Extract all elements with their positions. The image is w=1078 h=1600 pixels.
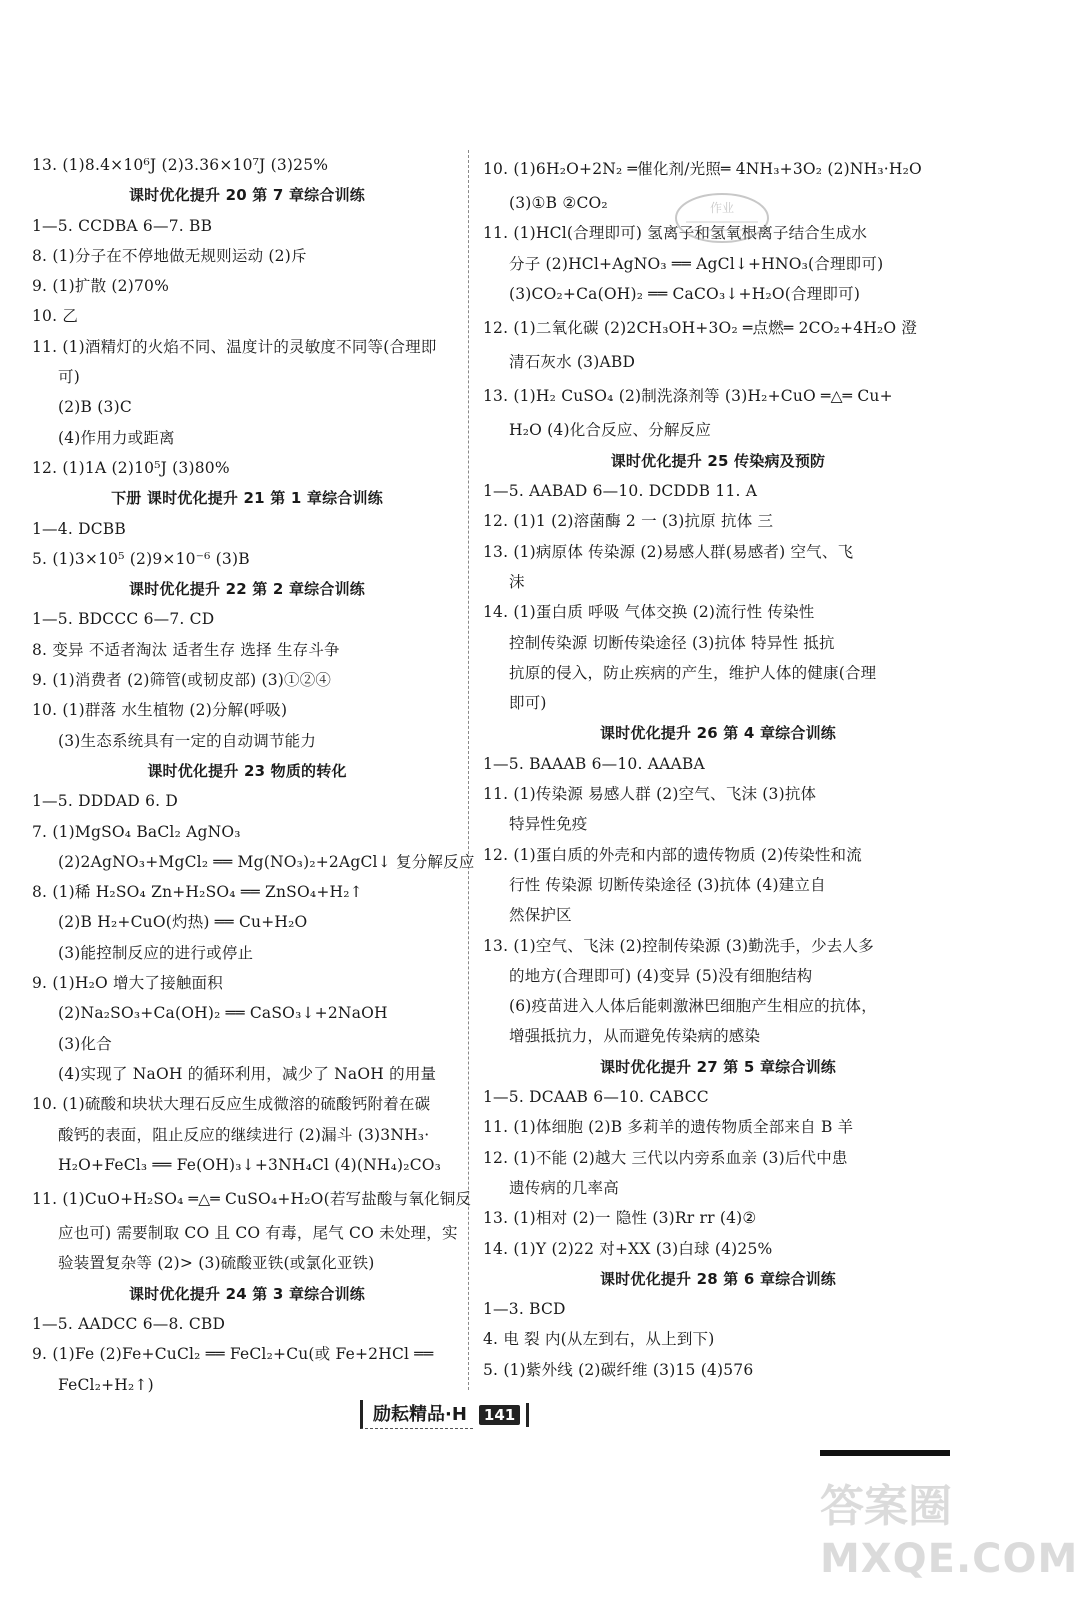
answer-line: (3)①B ②CO₂ [509,194,608,212]
watermark-url: MXQE.COM [820,1536,1078,1582]
watermark-logo-icon [820,1470,1078,1585]
answer-line: 11. (1)酒精灯的火焰不同、温度计的灵敏度不同等(合理即 [32,337,437,356]
answer-line: 10. 乙 [32,307,79,326]
answer-line: (2)2AgNO₃+MgCl₂ ══ Mg(NO₃)₂+2AgCl↓ 复分解反应 [58,852,475,871]
answer-line: 酸钙的表面，阻止反应的继续进行 (2)漏斗 (3)3NH₃· [58,1125,430,1144]
answer-line: 增强抵抗力，从而避免传染病的感染 [509,1027,761,1046]
answer-line: 5. (1)3×10⁵ (2)9×10⁻⁶ (3)B [32,549,250,568]
answer-line: 4. 电 裂 内(从左到右，从上到下) [483,1330,715,1349]
section-heading: 课时优化提升 28 第 6 章综合训练 [599,1269,836,1288]
answer-line: 1—5. DCAAB 6—10. CABCC [483,1088,709,1107]
section-heading: 课时优化提升 24 第 3 章综合训练 [128,1284,365,1303]
answer-line: 行性 传染源 切断传染途径 (3)抗体 (4)建立自 [509,875,826,894]
answer-line: 验装置复杂等 (2)> (3)硫酸亚铁(或氯化亚铁) [58,1254,375,1273]
answer-line: 1—5. BDCCC 6—7. CD [32,610,215,629]
footer-bar [526,1403,529,1427]
answer-line: 9. (1)Fe (2)Fe+CuCl₂ ══ FeCl₂+Cu(或 Fe+2HCl ══ [32,1345,434,1364]
answer-line: 9. (1)H₂O 增大了接触面积 [32,974,223,993]
answer-line: 1—5. BAAAB 6—10. AAABA [483,754,705,773]
answer-line: 7. (1)MgSO₄ BaCl₂ AgNO₃ [32,822,241,841]
answer-line: 14. (1)蛋白质 呼吸 气体交换 (2)流行性 传染性 [483,603,815,622]
answer-line: 1—3. BCD [483,1300,566,1319]
answer-line: 清石灰水 (3)ABD [509,353,636,372]
answer-line: 13. (1)8.4×10⁶J (2)3.36×10⁷J (3)25% [32,156,329,174]
answer-line: 11. (1)HCl(合理即可) 氢离子和氢氧根离子结合生成水 [483,224,868,243]
answer-line: 可) [58,368,80,387]
answer-line: 抗原的侵入，防止疾病的产生，维护人体的健康(合理 [509,663,877,682]
answer-line: (2)Na₂SO₃+Ca(OH)₂ ══ CaSO₃↓+2NaOH [58,1004,388,1023]
section-heading: 课时优化提升 25 传染病及预防 [610,451,826,470]
answer-line: 8. 变异 不适者淘汰 适者生存 选择 生存斗争 [32,640,340,659]
answer-line: 应也可) 需要制取 CO 且 CO 有毒，尾气 CO 未处理，实 [58,1224,458,1243]
section-heading: 课时优化提升 27 第 5 章综合训练 [599,1057,836,1076]
answer-line: 8. (1)分子在不停地做无规则运动 (2)斥 [32,246,307,265]
answer-line: (3)CO₂+Ca(OH)₂ ══ CaCO₃↓+H₂O(合理即可) [509,284,861,303]
answer-line: 5. (1)紫外线 (2)碳纤维 (3)15 (4)576 [483,1360,754,1379]
stamp-icon [672,190,772,245]
answer-line: 14. (1)Y (2)22 对+XX (3)白球 (4)25% [483,1239,773,1258]
answer-line: 11. (1)体细胞 (2)B 多莉羊的遗传物质全部来自 B 羊 [483,1118,854,1137]
answer-line: (2)B H₂+CuO(灼热) ══ Cu+H₂O [58,913,308,932]
answer-line: 特异性免疫 [509,815,588,834]
answer-line: 10. (1)群落 水生植物 (2)分解(呼吸) [32,701,288,720]
answer-line: 12. (1)1 (2)溶菌酶 2 一 (3)抗原 抗体 三 [483,512,774,531]
answer-line: 1—5. DDDAD 6. D [32,792,179,811]
answer-line: 然保护区 [509,906,572,925]
answer-line: 的地方(合理即可) (4)变异 (5)没有细胞结构 [509,966,813,985]
answer-line: 遗传病的几率高 [509,1178,619,1197]
answer-line: 12. (1)1A (2)10⁵J (3)80% [32,458,230,477]
answer-line: 12. (1)不能 (2)越大 三代以内旁系血亲 (3)后代中患 [483,1148,848,1167]
section-heading: 课时优化提升 22 第 2 章综合训练 [128,580,365,599]
answer-line: (3)化合 [58,1034,112,1053]
answer-line: (4)实现了 NaOH 的循环利用，减少了 NaOH 的用量 [58,1064,437,1083]
watermark-text: 答案圈 [820,1481,952,1532]
answer-line: 13. (1)病原体 传染源 (2)易感人群(易感者) 空气、飞 [483,542,854,561]
answer-line: 8. (1)稀 H₂SO₄ Zn+H₂SO₄ ══ ZnSO₄+H₂↑ [32,883,363,902]
section-heading: 下册 课时优化提升 21 第 1 章综合训练 [111,489,383,508]
stamp-text: 作业 [709,201,735,215]
answer-line: 10. (1)6H₂O+2N₂ ═催化剂/光照═ 4NH₃+3O₂ (2)NH₃·H₂O [483,160,922,178]
brand-label: 励耘精品·H [360,1400,473,1429]
section-heading: 课时优化提升 20 第 7 章综合训练 [128,186,365,205]
answer-line: H₂O+FeCl₃ ══ Fe(OH)₃↓+3NH₄Cl (4)(NH₄)₂CO₃ [58,1155,442,1174]
section-heading: 课时优化提升 26 第 4 章综合训练 [599,724,836,743]
answer-line: 分子 (2)HCl+AgNO₃ ══ AgCl↓+HNO₃(合理即可) [509,254,884,273]
answer-line: 1—5. AABAD 6—10. DCDDB 11. A [483,482,758,501]
answer-line: (4)作用力或距离 [58,428,175,447]
corner-rule [820,1450,950,1456]
page-number: 141 [479,1405,520,1425]
left-column [32,150,475,1400]
answer-line: 9. (1)扩散 (2)70% [32,277,170,296]
answer-line: 控制传染源 切断传染途径 (3)抗体 特异性 抵抗 [509,633,835,652]
answer-line: 1—5. CCDBA 6—7. BB [32,216,213,235]
answer-line: 12. (1)二氧化碳 (2)2CH₃OH+3O₂ ═点燃═ 2CO₂+4H₂O 澄 [483,319,918,338]
answer-line: 9. (1)消费者 (2)筛管(或韧皮部) (3)①②④ [32,671,332,690]
answer-line: 13. (1)空气、飞沫 (2)控制传染源 (3)勤洗手，少去人多 [483,936,874,955]
answer-line: 1—5. AADCC 6—8. CBD [32,1314,226,1333]
answer-line: (6)疫苗进入人体后能刺激淋巴细胞产生相应的抗体， [509,997,877,1016]
answer-line: H₂O (4)化合反应、分解反应 [509,421,712,440]
answer-line: 即可) [509,694,547,713]
answer-line: 1—4. DCBB [32,519,126,538]
answer-line: 12. (1)蛋白质的外壳和内部的遗传物质 (2)传染性和流 [483,845,862,864]
answer-line: 13. (1)H₂ CuSO₄ (2)制洗涤剂等 (3)H₂+CuO ═△═ Cu+ [483,387,893,406]
answer-line: (3)能控制反应的进行或停止 [58,943,254,962]
answer-line: 沫 [509,572,525,591]
answer-line: 10. (1)硫酸和块状大理石反应生成微溶的硫酸钙附着在碳 [32,1095,431,1114]
section-heading: 课时优化提升 23 物质的转化 [147,761,347,780]
answer-line: FeCl₂+H₂↑) [58,1375,154,1394]
answer-line: 11. (1)CuO+H₂SO₄ ═△═ CuSO₄+H₂O(若写盐酸与氧化铜反 [32,1190,472,1209]
answer-line: 11. (1)传染源 易感人群 (2)空气、飞沫 (3)抗体 [483,785,817,804]
right-column [483,150,953,1385]
answer-line: (3)生态系统具有一定的自动调节能力 [58,731,317,750]
page-footer [360,1400,529,1429]
answer-line: 13. (1)相对 (2)一 隐性 (3)Rr rr (4)② [483,1209,757,1228]
answer-line: (2)B (3)C [58,398,132,417]
